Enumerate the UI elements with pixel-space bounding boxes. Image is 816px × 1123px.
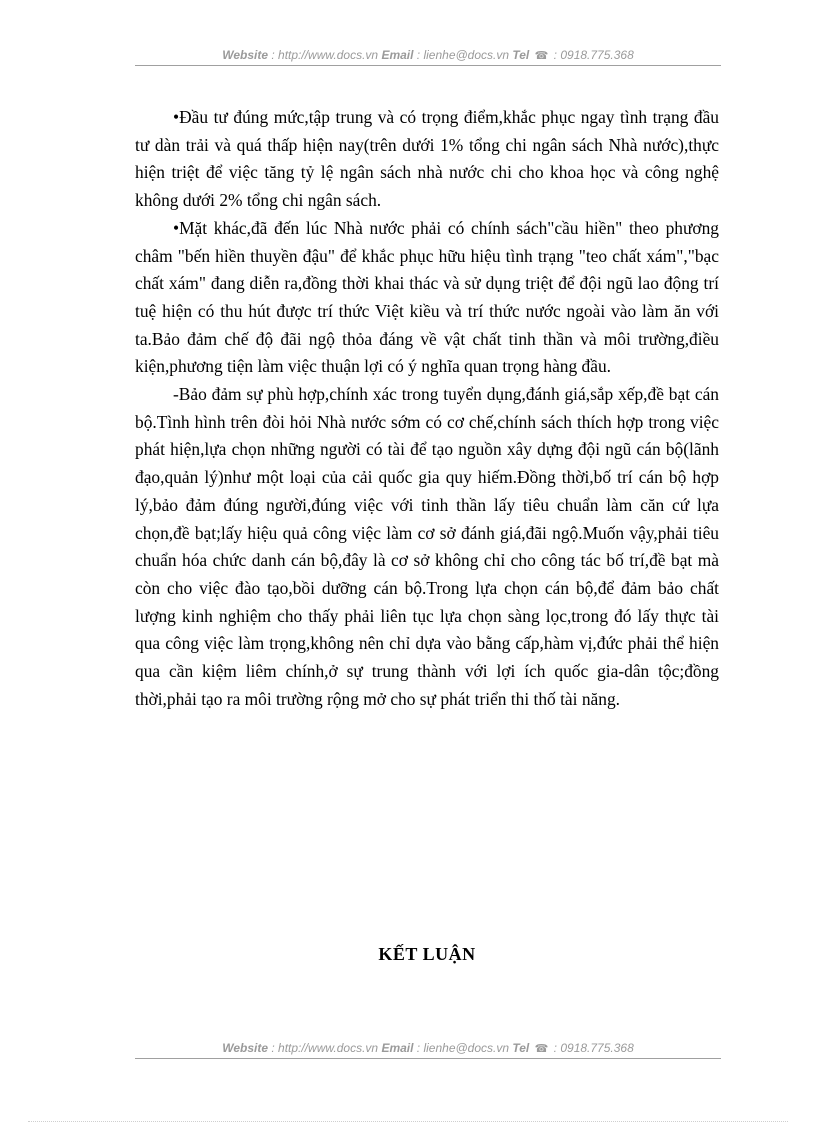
website-value: : http://www.docs.vn — [271, 48, 379, 62]
page-edge-divider — [28, 1121, 788, 1122]
website-label: Website — [222, 48, 269, 62]
tel-label: Tel — [512, 1041, 530, 1055]
section-title: KẾT LUẬN — [378, 944, 476, 964]
page-footer — [135, 1041, 721, 1059]
email-value: : lienhe@docs.vn — [416, 48, 510, 62]
phone-icon: ☎ — [534, 50, 549, 62]
page-header — [135, 48, 721, 66]
email-label: Email — [381, 48, 414, 62]
email-value: : lienhe@docs.vn — [416, 1041, 510, 1055]
tel-label: Tel — [512, 48, 530, 62]
tel-value: : 0918.775.368 — [553, 1041, 634, 1055]
tel-value: : 0918.775.368 — [553, 48, 634, 62]
website-label: Website — [222, 1041, 269, 1055]
phone-icon: ☎ — [534, 1043, 549, 1055]
paragraph: •Mặt khác,đã đến lúc Nhà nước phải có chính sách"cầu hiền" theo phương châm "bến hiền thuyền đậu" để khắc phục hữu hiệu tình trạng "teo chất xám","bạc chất xám" đang diễn ra,đồng thời khai thác và sử dụng triệt để đội ngũ lao động trí tuệ hiện có thu hút được trí thức Việt kiều và trí thức nước ngoài vào làm ăn với ta.Bảo đảm chế độ đãi ngộ thỏa đáng về vật chất tinh thần và môi trường,điều kiện,phương tiện làm việc thuận lợi có ý nghĩa quan trọng hàng đầu. — [135, 217, 719, 377]
paragraph: •Đầu tư đúng mức,tập trung và có trọng điểm,khắc phục ngay tình trạng đầu tư dàn trải và quá thấp hiện nay(trên dưới 1% tổng chi ngân sách Nhà nước),thực hiện triệt để việc tăng tỷ lệ ngân sách nhà nước chi cho khoa học và công nghệ không dưới 2% tổng chi ngân sách. — [135, 107, 719, 211]
website-value: : http://www.docs.vn — [271, 1041, 379, 1055]
paragraph: -Bảo đảm sự phù hợp,chính xác trong tuyển dụng,đánh giá,sắp xếp,đề bạt cán bộ.Tình hình trên đòi hỏi Nhà nước sớm có cơ chế,chính sách thích hợp trong việc phát hiện,lựa chọn những người có tài để tạo nguồn xây dựng đội ngũ cán bộ(lãnh đạo,quản lý)như một loại của cải quốc gia quy hiếm.Đồng thời,bố trí cán bộ hợp lý,bảo đảm đúng người,đúng việc với tinh thần lấy tiêu chuẩn làm căn cứ lựa chọn,đề bạt;lấy hiệu quả công việc làm cơ sở đánh giá,đãi ngộ.Muốn vậy,phải tiêu chuẩn hóa chức danh cán bộ,đây là cơ sở không chỉ cho công tác bố trí,đề bạt mà còn cho việc đào tạo,bồi dưỡng cán bộ.Trong lựa chọn cán bộ,để đảm bảo chất lượng kinh nghiệm cho thấy phải liên tục lựa chọn sàng lọc,trong đó lấy thực tài qua công việc làm trọng,không nên chỉ dựa vào bằng cấp,hàm vị,đức phải thể hiện qua cần kiệm liêm chính,ở sự trung thành với lợi ích quốc gia-dân tộc;đồng thời,phải tạo ra môi trường rộng mở cho sự phát triển thi thố tài năng. — [135, 384, 719, 709]
email-label: Email — [381, 1041, 414, 1055]
document-body — [135, 104, 719, 713]
